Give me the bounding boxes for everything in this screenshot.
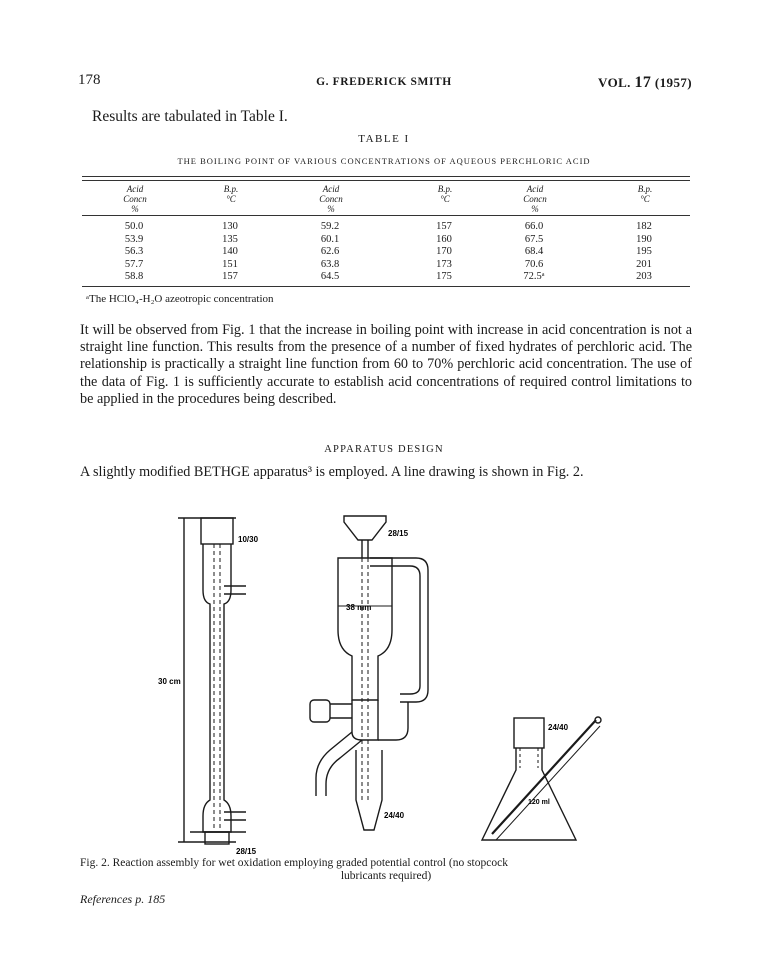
- table-caption: THE BOILING POINT OF VARIOUS CONCENTRATIONS OF AQUEOUS PERCHLORIC ACID: [177, 156, 591, 166]
- label-width-mid: 38 mm: [346, 603, 372, 612]
- table-header-5: Acid Concn %: [523, 184, 547, 214]
- figure-apparatus-drawing: [0, 500, 768, 860]
- table-header-3: Acid Concn %: [319, 184, 343, 214]
- table-header-rule: [82, 215, 690, 216]
- table-footnote: ᵃThe HClO₄-H₂O azeotropic concentration: [86, 293, 274, 305]
- table-bottom-rule: [82, 286, 690, 287]
- table-column-1: 50.0 53.9 56.3 57.7 58.8: [124, 221, 144, 282]
- table-column-6: 182 190 195 201 203: [636, 221, 652, 282]
- table-column-3: 59.2 60.1 62.6 63.8 64.5: [320, 221, 340, 282]
- table-header-2: B.p. °C: [223, 184, 239, 204]
- body-paragraph: It will be observed from Fig. 1 that the increase in boiling point with increase in acid concentration is not a straight line function. This results from the presence of a number of fixed hydrates of perchloric acid. The relationship is practically a straight line function from 60 to 70% perchloric acid concentration. The use of the data of Fig. 1 is sufficiently accurate to establish acid concentrations of required control limitations to be applied in the procedures being described.: [80, 322, 692, 407]
- table-column-2: 130 135 140 151 157: [222, 221, 238, 282]
- table-top-rule-2: [82, 180, 690, 181]
- table-top-rule: [82, 176, 690, 177]
- bethge-apparatus-drawing: [310, 516, 428, 830]
- label-joint-bottom-left: 28/15: [236, 847, 257, 856]
- label-joint-top-mid: 28/15: [388, 529, 409, 538]
- table-header-4: B.p. °C: [437, 184, 453, 204]
- table-column-4: 157 160 170 173 175: [436, 221, 452, 282]
- table-column-5: 66.0 67.5 68.4 70.6 72.5ᵃ: [523, 221, 545, 282]
- table-header-6: B.p. °C: [637, 184, 653, 204]
- intro-text: Results are tabulated in Table I.: [92, 108, 288, 125]
- label-joint-top-left: 10/30: [238, 535, 259, 544]
- label-length: 30 cm: [158, 677, 181, 686]
- table-title: TABLE I: [358, 133, 410, 145]
- figure-caption: Fig. 2. Reaction assembly for wet oxidation employing graded potential control (no stopcock lubricants required): [80, 857, 508, 882]
- label-flask-volume: 120 ml: [528, 799, 550, 806]
- erlenmeyer-flask-drawing: [482, 717, 601, 840]
- label-joint-bottom-mid: 24/40: [384, 811, 405, 820]
- page-number: 178: [78, 72, 101, 88]
- references-note: References p. 185: [80, 892, 166, 906]
- running-head-author: G. FREDERICK SMITH: [316, 76, 452, 88]
- label-joint-flask: 24/40: [548, 723, 569, 732]
- running-head-volume: VOL. 17 (1957): [598, 74, 692, 91]
- section-heading: APPARATUS DESIGN: [324, 444, 444, 455]
- reflux-condenser-drawing: [178, 518, 246, 844]
- apparatus-paragraph: A slightly modified BETHGE apparatus³ is employed. A line drawing is shown in Fig. 2.: [80, 464, 584, 480]
- table-header-1: Acid Concn %: [123, 184, 147, 214]
